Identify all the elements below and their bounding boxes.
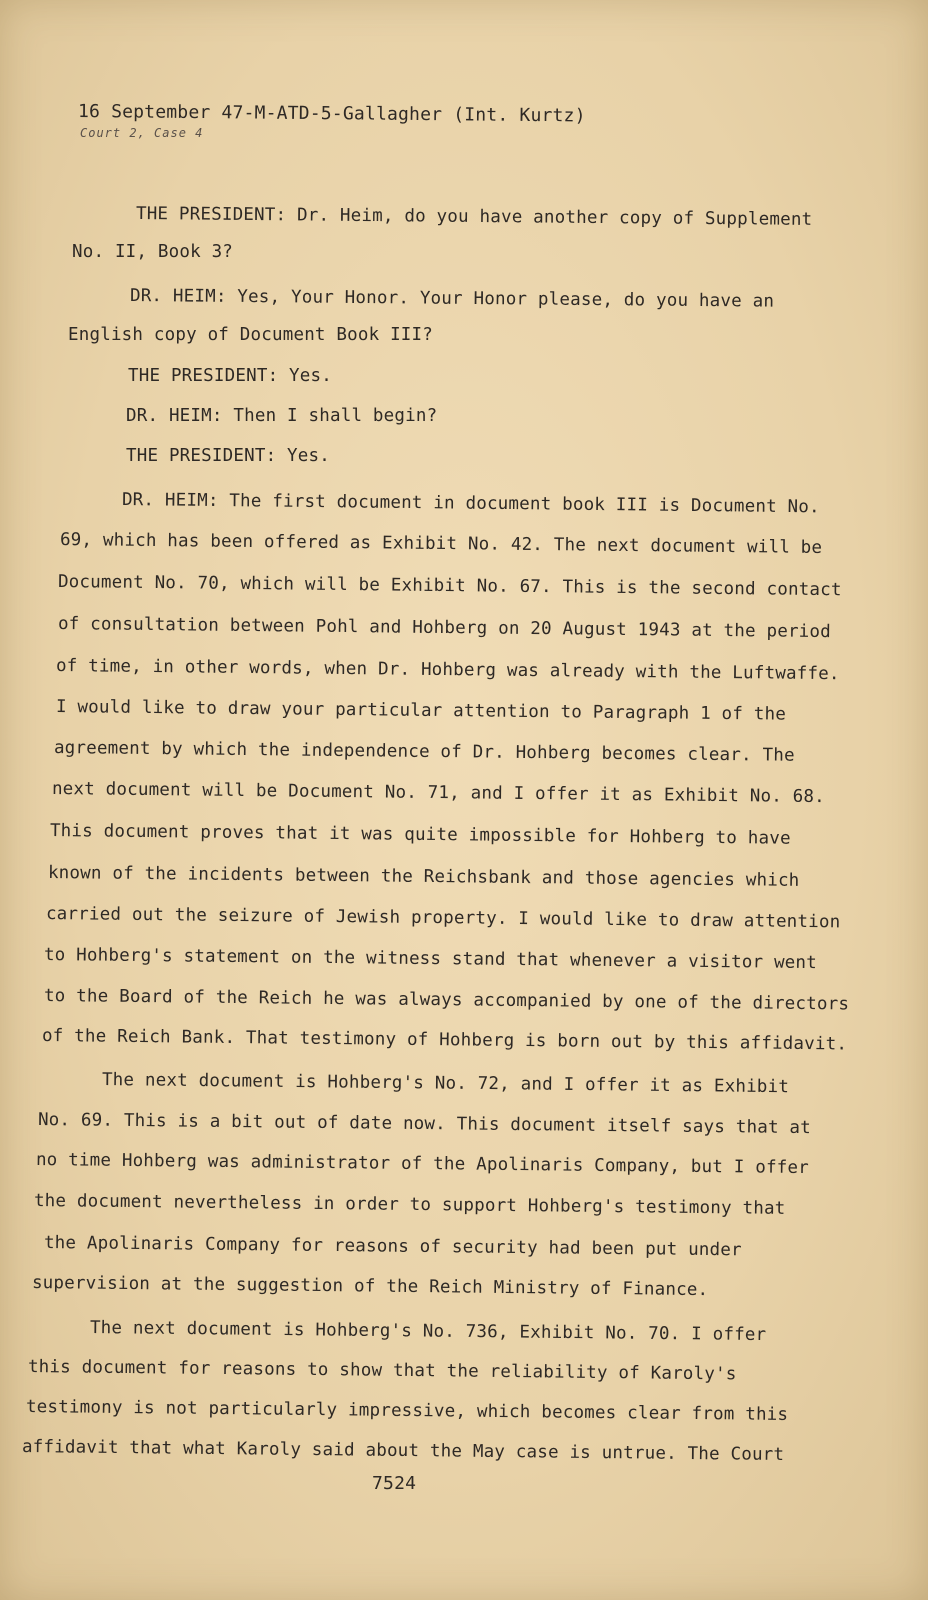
transcript-line: to Hohberg's statement on the witness stand that whenever a visitor went (43, 945, 818, 974)
transcript-line: of consultation between Pohl and Hohberg on 20 August 1943 at the period (57, 614, 832, 643)
transcript-line: supervision at the suggestion of the Reich Ministry of Finance. (31, 1273, 709, 1301)
transcript-line: next document will be Document No. 71, and I offer it as Exhibit No. 68. (51, 779, 826, 808)
transcript-line: THE PRESIDENT: Dr. Heim, do you have another copy of Supplement (135, 204, 813, 230)
transcript-line: affidavit that what Karoly said about the May case is untrue. The Court (21, 1437, 785, 1465)
transcript-line: DR. HEIM: Yes, Your Honor. Your Honor please, do you have an (129, 286, 775, 312)
transcript-line: carried out the seizure of Jewish property. I would like to draw attention (45, 904, 841, 933)
transcript-line: 69, which has been offered as Exhibit No. 42. The next document will be (59, 530, 823, 558)
transcript-line: DR. HEIM: Then I shall begin? (126, 406, 438, 426)
transcript-line: of the Reich Bank. That testimony of Hohberg is born out by this affidavit. (41, 1026, 848, 1055)
header-subline: Court 2, Case 4 (80, 126, 204, 140)
page-number: 7524 (372, 1473, 417, 1494)
transcript-line: DR. HEIM: The first document in document book III is Document No. (121, 490, 820, 518)
transcript-line: known of the incidents between the Reichsbank and those agencies which (47, 863, 800, 891)
transcript-line: to the Board of the Reich he was always accompanied by one of the directors (43, 986, 850, 1015)
transcript-line: Document No. 70, which will be Exhibit No. 67. This is the second contact (57, 572, 842, 601)
transcript-line: This document proves that it was quite impossible for Hohberg to have (49, 821, 791, 849)
transcript-line: agreement by which the independence of Dr. Hohberg becomes clear. The (53, 738, 795, 766)
header-line: 16 September 47-M-ATD-5-Gallagher (Int. Kurtz) (77, 101, 586, 127)
transcript-line: English copy of Document Book III? (68, 325, 434, 345)
transcript-line: THE PRESIDENT: Yes. (128, 366, 332, 386)
transcript-line: I would like to draw your particular attention to Paragraph 1 of the (55, 697, 787, 725)
transcript-line: the Apolinaris Company for reasons of security had been put under (43, 1233, 742, 1261)
transcript-line: The next document is Hohberg's No. 72, and I offer it as Exhibit (101, 1070, 790, 1098)
transcript-line: of time, in other words, when Dr. Hohberg was already with the Luftwaffe. (55, 656, 840, 685)
transcript-line: testimony is not particularly impressive, which becomes clear from this (25, 1397, 789, 1425)
transcript-line: the document nevertheless in order to support Hohberg's testimony that (33, 1191, 786, 1219)
transcript-line: The next document is Hohberg's No. 736, Exhibit No. 70. I offer (89, 1318, 767, 1346)
transcript-line: THE PRESIDENT: Yes. (126, 446, 330, 466)
transcript-line: No. 69. This is a bit out of date now. This document itself says that at (37, 1110, 812, 1139)
transcript-line: this document for reasons to show that the reliability of Karoly's (27, 1357, 737, 1385)
transcript-line: no time Hohberg was administrator of the Apolinaris Company, but I offer (35, 1150, 810, 1179)
transcript-line: No. II, Book 3? (72, 242, 234, 262)
